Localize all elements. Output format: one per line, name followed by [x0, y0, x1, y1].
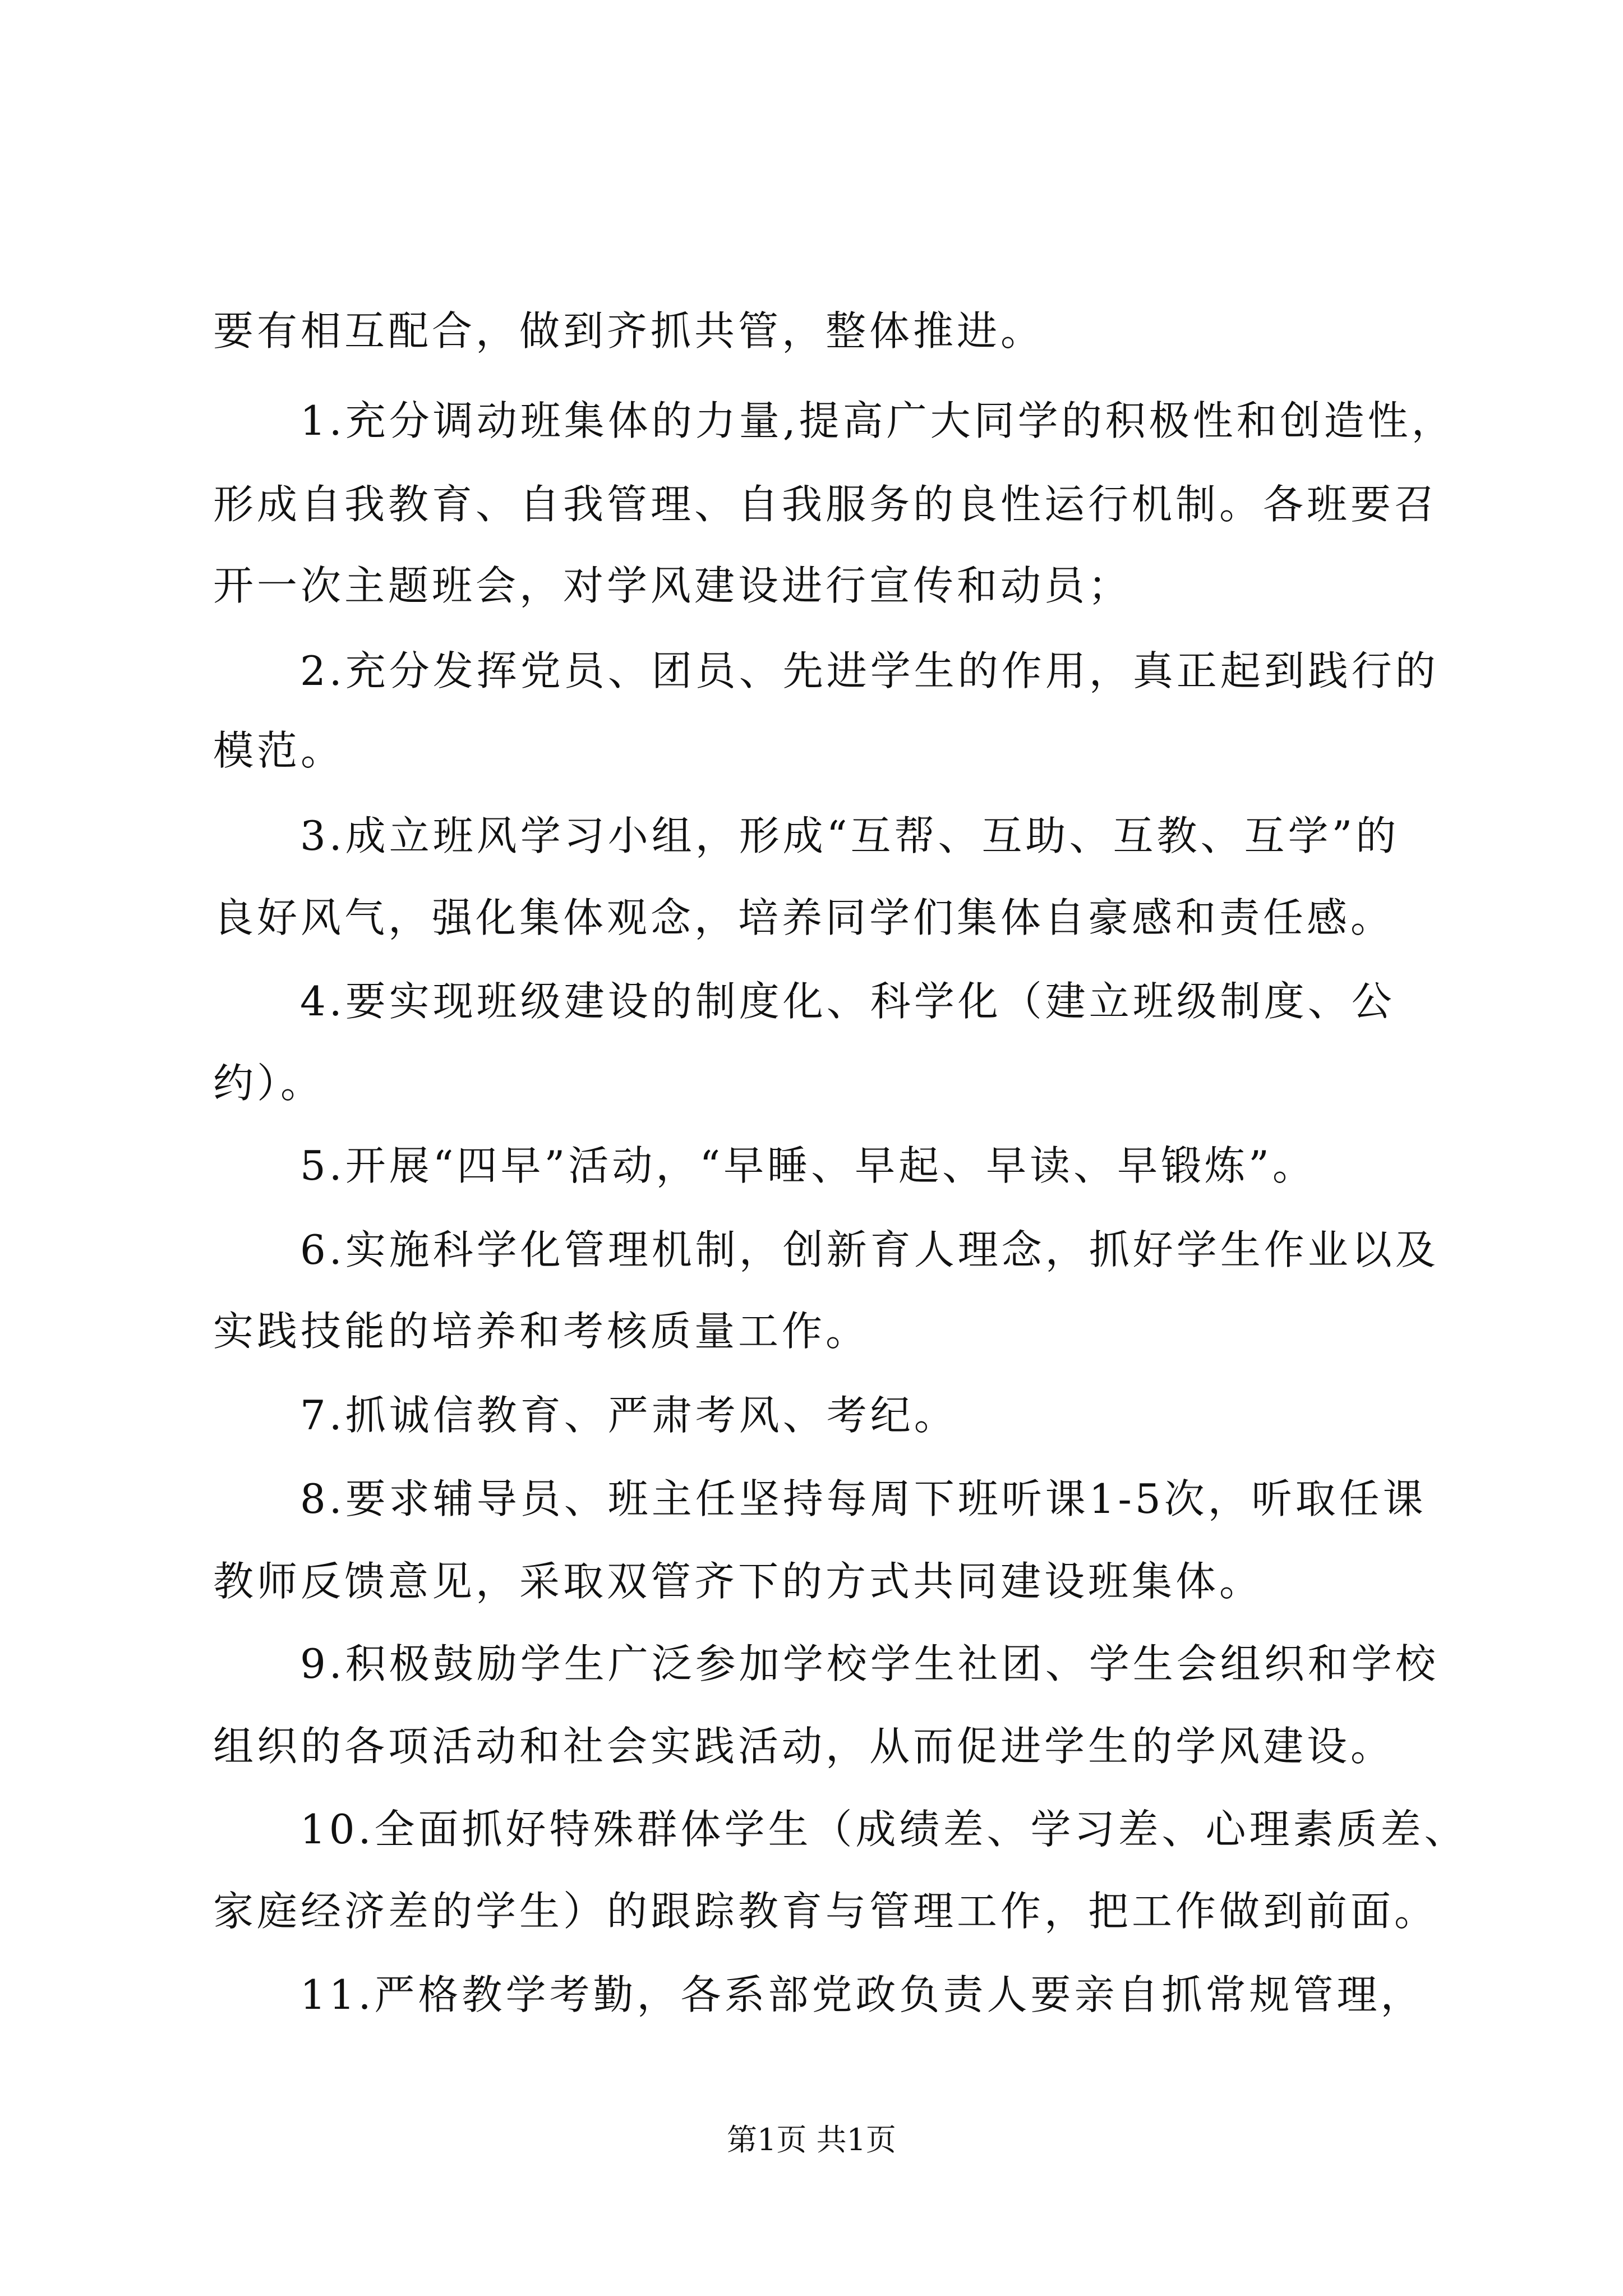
list-item-6-line-2: 实践技能的培养和考核质量工作。 — [213, 1308, 870, 1355]
list-item-9-line-1: 9.积极鼓励学生广泛参加学校学生社团、学生会组织和学校 — [300, 1640, 1439, 1687]
list-item-2-line-1: 2.充分发挥党员、团员、先进学生的作用，真正起到践行的 — [300, 647, 1439, 694]
text-line: 要有相互配合，做到齐抓共管，整体推进。 — [213, 307, 1045, 355]
list-item-8-line-1: 8.要求辅导员、班主任坚持每周下班听课1-5次，听取任课 — [300, 1475, 1427, 1522]
list-item-3-line-2: 良好风气，强化集体观念，培养同学们集体自豪感和责任感。 — [213, 894, 1395, 941]
list-item-1-line-1: 1.充分调动班集体的力量,提高广大同学的积极性和创造性， — [300, 397, 1455, 444]
list-item-10-line-2: 家庭经济差的学生）的跟踪教育与管理工作，把工作做到前面。 — [213, 1888, 1438, 1935]
list-item-2-line-2: 模范。 — [213, 727, 345, 774]
list-item-7-line-1: 7.抓诚信教育、严肃考风、考纪。 — [300, 1392, 958, 1439]
list-item-4-line-2: 约）。 — [213, 1060, 325, 1107]
list-item-1-line-2: 形成自我教育、自我管理、自我服务的良性运行机制。各班要召 — [213, 481, 1438, 528]
list-item-9-line-2: 组织的各项活动和社会实践活动，从而促进学生的学风建设。 — [213, 1723, 1395, 1770]
list-item-6-line-1: 6.实施科学化管理机制，创新育人理念，抓好学生作业以及 — [300, 1226, 1439, 1273]
list-item-5-line-1: 5.开展“四早”活动，“早睡、早起、早读、早锻炼”。 — [300, 1142, 1316, 1189]
page-footer: 第1页 共1页 — [727, 2122, 896, 2157]
list-item-1-line-3: 开一次主题班会，对学风建设进行宣传和动员； — [213, 562, 1132, 609]
list-item-11-line-1: 11.严格教学考勤，各系部党政负责人要亲自抓常规管理， — [300, 1971, 1424, 2018]
list-item-4-line-1: 4.要实现班级建设的制度化、科学化（建立班级制度、公 — [300, 978, 1395, 1025]
list-item-3-line-1: 3.成立班风学习小组，形成“互帮、互助、互教、互学”的 — [300, 812, 1400, 859]
list-item-8-line-2: 教师反馈意见，采取双管齐下的方式共同建设班集体。 — [213, 1558, 1264, 1605]
list-item-10-line-1: 10.全面抓好特殊群体学生（成绩差、学习差、心理素质差、 — [300, 1806, 1468, 1853]
